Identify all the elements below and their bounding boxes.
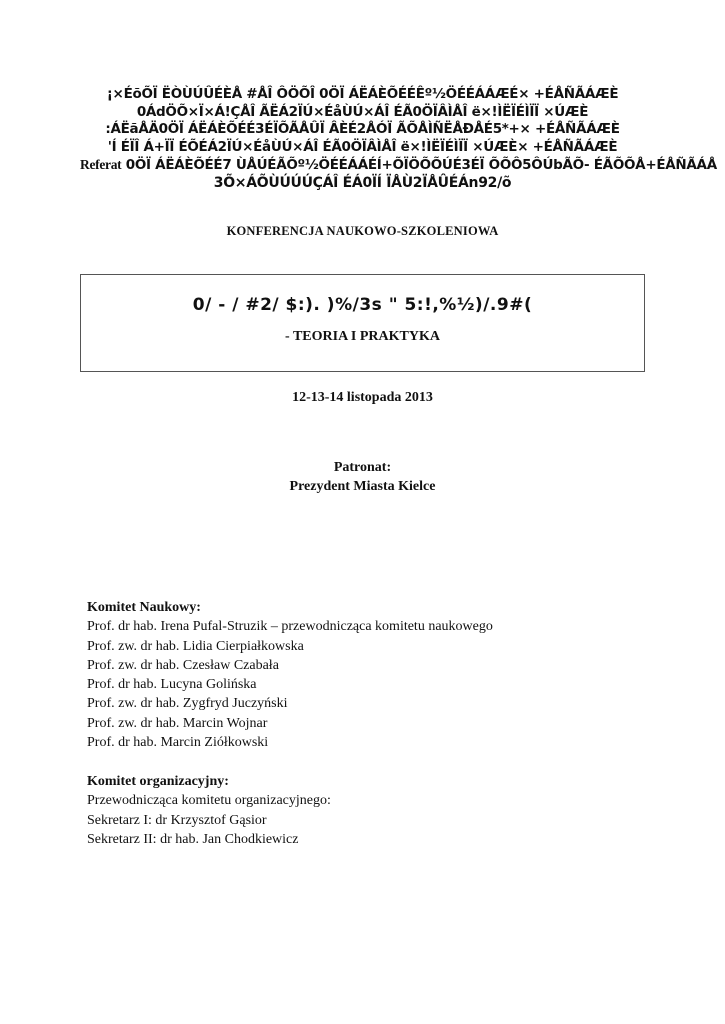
committee-member: Prof. dr hab. Marcin Ziółkowski bbox=[87, 735, 269, 751]
title-main: 0/ - / #2/ $:). )%/3s " 5:!,%½)/.9#( bbox=[192, 295, 533, 315]
committee-member: Przewodnicząca komitetu organizacyjnego: bbox=[87, 793, 331, 809]
referat-rest: 0ÖÏ ÁËÁÈÕÉÉ7 ÙÅÚÉÃÕº½ÖÉÉÁÁÉÍ+ÕÏÖÕÕÚÉ3ÉÏ ÕÕÔ5ÔÚbÃÕ- ÉÃÕÕÅ+ÉÅÑÃÁÅ bbox=[125, 157, 717, 173]
referat-line bbox=[80, 156, 717, 175]
committee-member: Prof. zw. dr hab. Zygfryd Juczyński bbox=[87, 696, 288, 712]
header-line: ¡×ÉõÕÏ ËÒÙÚÛÉÈÅ #ÅÎ ÔÖÕÎ 0ÖÏ ÁËÁÈÕÉÉÊº½ÖÉÉÁÁÆÉ× +ÉÅÑÃÁÆÈ bbox=[106, 86, 619, 102]
patronat-label: Patronat: bbox=[333, 460, 392, 475]
patronat-name: Prezydent Miasta Kielce bbox=[289, 479, 436, 494]
header-garbled-text bbox=[80, 86, 717, 192]
organizing-committee bbox=[87, 772, 331, 849]
committee-member: Prof. zw. dr hab. Lidia Cierpiałkowska bbox=[87, 638, 304, 654]
title-box bbox=[80, 274, 645, 372]
committee-member: Prof. zw. dr hab. Czesław Czabała bbox=[87, 657, 279, 673]
committee-member: Sekretarz II: dr hab. Jan Chodkiewicz bbox=[87, 831, 299, 847]
header-line: :ÁËãÅÄ0ÖÏ ÁËÁÈÕÉÉ3ÉÏÕÃÅÛÏ ÂÈÉ2ÅÓÏ ÃÕÅÌÑËÅÐÅÉ5*+× +ÉÅÑÃÁÆÈ bbox=[105, 121, 620, 137]
committee-member: Prof. dr hab. Lucyna Golińska bbox=[87, 677, 257, 693]
committee-member: Prof. dr hab. Irena Pufal-Struzik – przewodnicząca komitetu naukowego bbox=[87, 619, 493, 635]
committee-member: Prof. zw. dr hab. Marcin Wojnar bbox=[87, 715, 268, 731]
header-line: 'Í ÉÏÎ Á+ÏÏ ÉÕÉÁ2ÏÚ×ÉåÙÚ×ÁÎ ÉÃ0ÖÏÂÌÅÎ ë×!ÌËÏÉÌÏÏ ×ÚÆÈ× +ÉÅÑÃÁÆÈ bbox=[107, 138, 618, 155]
organizing-committee-heading: Komitet organizacyjny: bbox=[87, 774, 229, 789]
header-line: 3Õ×ÁÕÙÚÚÚÇÁÎ ÉÁ0ÏÍ ÏÅÙ2ÏÅÛÉÁn92/õ bbox=[213, 174, 512, 191]
referat-prefix: Referat bbox=[80, 157, 122, 172]
conference-date: 12-13-14 listopada 2013 bbox=[292, 390, 433, 405]
conference-label: KONFERENCJA NAUKOWO-SZKOLENIOWA bbox=[226, 224, 499, 238]
title-sub: - TEORIA I PRAKTYKA bbox=[285, 329, 440, 344]
patronat-block bbox=[0, 458, 725, 496]
header-line: 0ÁdÖÕ×Ï×Á!ÇÅÎ ÃËÁ2ÏÚ×ÉåÙÚ×ÁÎ ÉÃ0ÖÏÂÌÅÎ ë×!ÌËÏÉÌÏÏ ×ÚÆÈ bbox=[136, 103, 589, 120]
scientific-committee bbox=[87, 598, 493, 752]
committee-member: Sekretarz I: dr Krzysztof Gąsior bbox=[87, 812, 267, 828]
scientific-committee-heading: Komitet Naukowy: bbox=[87, 600, 201, 615]
